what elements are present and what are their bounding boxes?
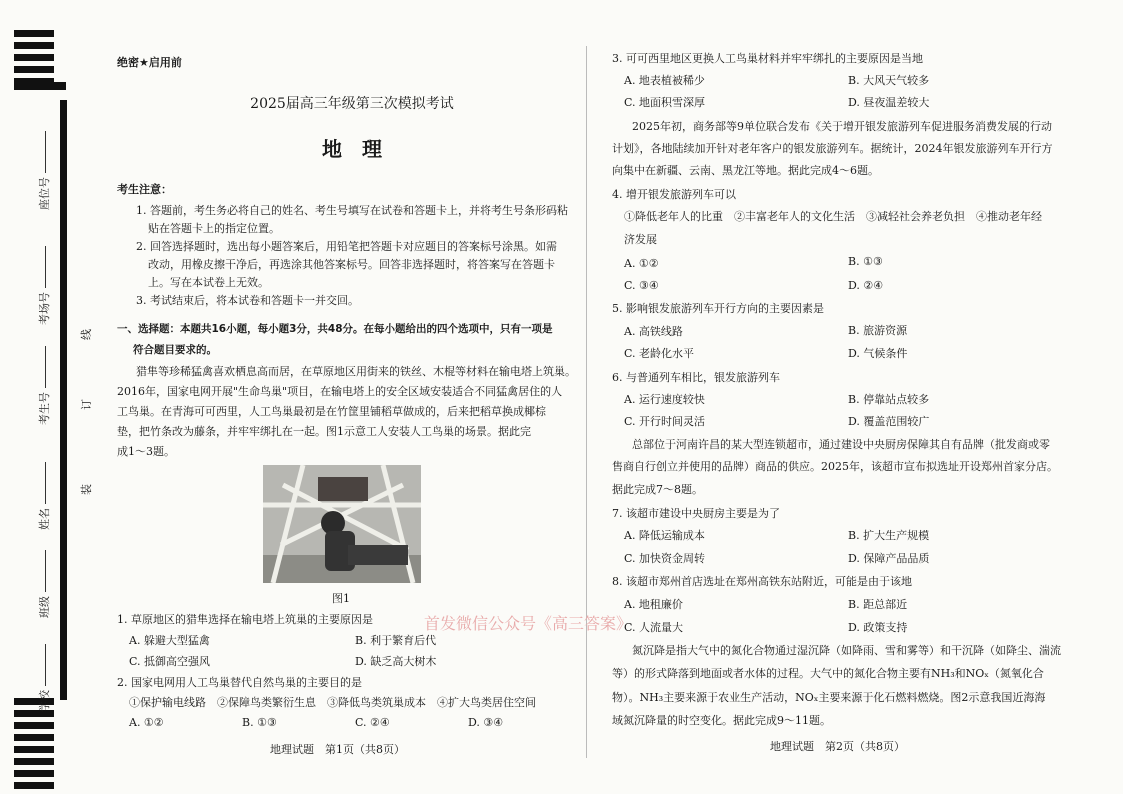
section-heading: 一、选择题：本题共16小题，每小题3分，共48分。在每小题给出的四个选项中，只有一项是 xyxy=(117,323,553,335)
binding-vertical-bar xyxy=(60,100,67,700)
q2-option-d: D. ③④ xyxy=(468,716,504,729)
room-field: 考场号 xyxy=(36,242,52,325)
q5-option-b: B. 旅游资源 xyxy=(848,324,908,337)
figure-1-photo xyxy=(263,465,421,583)
passage-line: 据此完成7～8题。 xyxy=(612,483,703,496)
question-4: 4. 增开银发旅游列车可以 xyxy=(612,188,736,201)
passage-line: 计划》，各地陆续加开针对老年客户的银发旅游列车。据统计，2024年银发旅游列车开行方 xyxy=(612,142,1053,155)
binding-line-label: 线 xyxy=(80,329,93,340)
exam-no-field: 考生号 xyxy=(36,342,52,425)
passage-line: 工鸟巢。在青海可可西里，人工鸟巢最初是在竹筐里铺稻草做成的，后来把稻草换成椰棕 xyxy=(117,405,546,418)
q3-option-d: D. 昼夜温差较大 xyxy=(848,96,930,109)
passage-line: 域氮沉降量的时空变化。据此完成9～11题。 xyxy=(612,714,831,727)
passage-line: 2025年初，商务部等9单位联合发布《关于增开银发旅游列车促进服务消费发展的行动 xyxy=(632,120,1052,133)
passage-line: 猎隼等珍稀猛禽喜欢栖息高而居，在草原地区用街来的铁丝、木棍等材料在输电塔上筑巢。 xyxy=(136,365,576,378)
school-field: 学校 xyxy=(36,640,52,712)
secret-label: 绝密★启用前 xyxy=(117,56,182,69)
q5-option-c: C. 老龄化水平 xyxy=(624,347,695,360)
q3-option-b: B. 大风天气较多 xyxy=(848,74,930,87)
q8-option-c: C. 人流量大 xyxy=(624,621,684,634)
binding-bind-label: 装 xyxy=(80,484,93,495)
q6-option-d: D. 覆盖范围较广 xyxy=(848,415,930,428)
passage-line: 成1～3题。 xyxy=(117,445,175,458)
binding-block xyxy=(14,82,66,90)
page-1-footer: 地理试题 第1页（共8页） xyxy=(270,743,405,756)
binding-order-label: 订 xyxy=(80,399,93,410)
watermark-text: 首发微信公众号《高三答案》 xyxy=(424,614,633,633)
question-6: 6. 与普通列车相比，银发旅游列车 xyxy=(612,371,780,384)
question-5: 5. 影响银发旅游列车开行方向的主要因素是 xyxy=(612,302,824,315)
tower-worker-illustration xyxy=(263,465,421,583)
q7-option-b: B. 扩大生产规模 xyxy=(848,529,930,542)
passage-line: 向集中在新疆、云南、黑龙江等地。据此完成4～6题。 xyxy=(612,164,879,177)
q4-option-c: C. ③④ xyxy=(624,279,659,292)
q1-option-d: D. 缺乏高大树木 xyxy=(355,655,437,668)
question-7: 7. 该超市建设中央厨房主要是为了 xyxy=(612,507,780,520)
q7-option-a: A. 降低运输成本 xyxy=(624,529,705,542)
q4-items-cont: 济发展 xyxy=(624,233,657,246)
q4-option-d: D. ②④ xyxy=(848,279,884,292)
q8-option-d: D. 政策支持 xyxy=(848,621,908,634)
passage-line: 垫，把竹条改为藤条，并牢牢绑扎在一起。图1示意工人安装人工鸟巢的场景。据此完 xyxy=(117,425,531,438)
q2-option-c: C. ②④ xyxy=(355,716,390,729)
seat-field: 座位号 xyxy=(36,127,52,210)
q7-option-c: C. 加快资金周转 xyxy=(624,552,706,565)
q1-option-a: A. 躲避大型猛禽 xyxy=(129,634,210,647)
q6-option-c: C. 开行时间灵活 xyxy=(624,415,706,428)
q8-option-b: B. 距总部近 xyxy=(848,598,908,611)
name-field: 姓名 xyxy=(36,458,52,530)
passage-line: 2016年，国家电网开展"生命鸟巢"项目，在输电塔上的安全区域安装适合不同猛禽居住的人 xyxy=(117,385,563,398)
q7-option-d: D. 保障产品品质 xyxy=(848,552,930,565)
q5-option-a: A. 高铁线路 xyxy=(624,325,683,338)
q6-option-b: B. 停靠站点较多 xyxy=(848,393,930,406)
figure-1-caption: 图1 xyxy=(332,592,350,605)
subject-title: 地 理 xyxy=(322,137,382,161)
q2-option-b: B. ①③ xyxy=(242,716,277,729)
notice-line: 贴在答题卡上的指定位置。 xyxy=(148,222,280,235)
page-divider xyxy=(586,46,587,758)
notice-heading: 考生注意： xyxy=(117,183,172,196)
question-3: 3. 可可西里地区更换人工鸟巢材料并牢牢绑扎的主要原因是当地 xyxy=(612,52,923,65)
notice-line: 上。写在本试卷上无效。 xyxy=(148,276,269,289)
notice-line: 3. 考试结束后，将本试卷和答题卡一并交回。 xyxy=(136,294,359,307)
passage-line: 总部位于河南许昌的某大型连锁超市，通过建设中央厨房保障其自有品牌（批发商或零 xyxy=(632,438,1050,451)
q8-option-a: A. 地租廉价 xyxy=(624,598,683,611)
exam-title: 2025届高三年级第三次模拟考试 xyxy=(250,96,454,112)
q4-option-b: B. ①③ xyxy=(848,255,883,268)
q5-option-d: D. 气候条件 xyxy=(848,347,908,360)
q2-items: ①保护输电线路 ②保障鸟类繁衍生息 ③降低鸟类筑巢成本 ④扩大鸟类居住空间 xyxy=(129,696,536,709)
passage-line: 售商自行创立并使用的品牌）商品的供应。2025年，该超市宣布拟选址开设郑州首家分店。 xyxy=(612,460,1058,473)
q1-option-b: B. 利于繁育后代 xyxy=(355,634,437,647)
binding-bars-bottom xyxy=(14,698,54,794)
notice-line: 2. 回答选择题时，选出每小题答案后，用铅笔把答题卡对应题目的答案标号涂黑。如需 xyxy=(136,240,557,253)
q2-option-a: A. ①② xyxy=(129,716,164,729)
q1-option-c: C. 抵御高空强风 xyxy=(129,655,211,668)
q3-option-a: A. 地表植被稀少 xyxy=(624,74,705,87)
passage-line: 物）。NH₃主要来源于农业生产活动，NOₓ主要来源于化石燃料燃烧。图2示意我国近海海 xyxy=(612,691,1046,704)
question-1: 1. 草原地区的猎隼选择在输电塔上筑巢的主要原因是 xyxy=(117,613,373,626)
class-field: 班级 xyxy=(36,546,52,618)
binding-bars-top xyxy=(14,30,54,90)
question-2: 2. 国家电网用人工鸟巢替代自然鸟巢的主要目的是 xyxy=(117,676,362,689)
notice-line: 1. 答题前，考生务必将自己的姓名、考生号填写在试卷和答题卡上，并将考生号条形码粘 xyxy=(136,204,568,217)
q4-option-a: A. ①② xyxy=(624,257,659,270)
notice-line: 改动，用橡皮擦干净后，再选涂其他答案标号。回答非选择题时，将答案写在答题卡 xyxy=(148,258,555,271)
section-heading-cont: 符合题目要求的。 xyxy=(133,344,217,356)
q3-option-c: C. 地面积雪深厚 xyxy=(624,96,706,109)
passage-line: 氮沉降是指大气中的氮化合物通过湿沉降（如降雨、雪和雾等）和干沉降（如降尘、湍流 xyxy=(632,644,1061,657)
q4-items: ①降低老年人的比重 ②丰富老年人的文化生活 ③减轻社会养老负担 ④推动老年经 xyxy=(624,210,1042,223)
question-8: 8. 该超市郑州首店选址在郑州高铁东站附近，可能是由于该地 xyxy=(612,575,912,588)
passage-line: 等）的形式降落到地面或者水体的过程。大气中的氮化合物主要有NH₃和NOₓ（氮氧化合 xyxy=(612,667,1044,680)
page-2-footer: 地理试题 第2页（共8页） xyxy=(770,740,905,753)
q6-option-a: A. 运行速度较快 xyxy=(624,393,705,406)
